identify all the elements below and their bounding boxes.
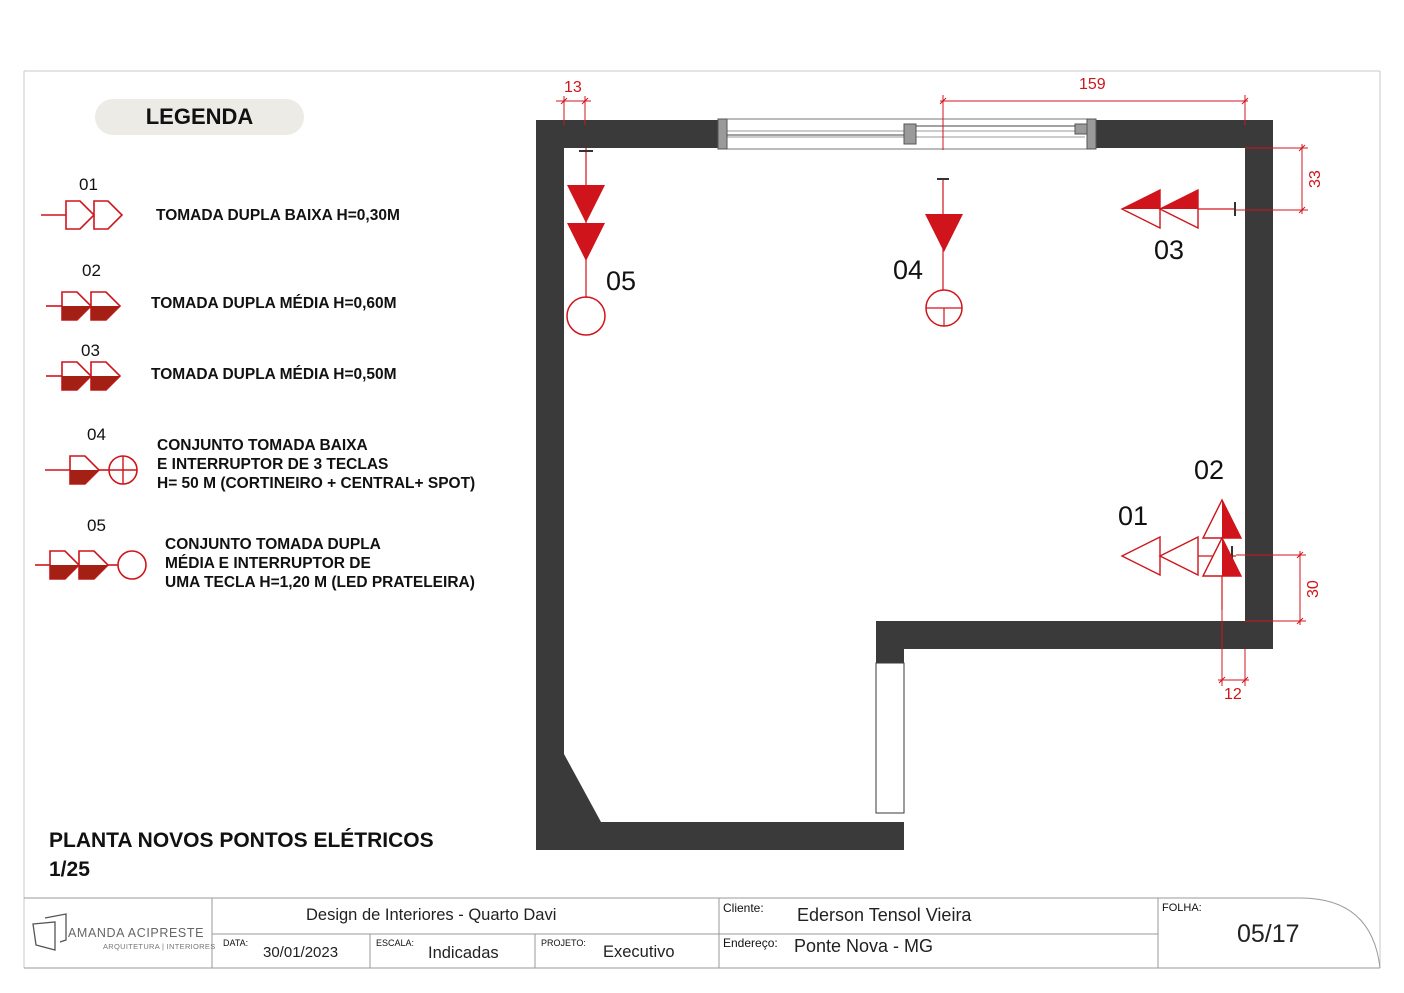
projeto-value: Executivo <box>603 943 675 961</box>
legend-symbol-05 <box>35 551 146 579</box>
dimension-top-left: 13 <box>564 79 582 96</box>
dimension-right-top: 33 <box>1307 170 1324 188</box>
data-value: 30/01/2023 <box>263 944 339 961</box>
legend-item-02-text: TOMADA DUPLA MÉDIA H=0,60M <box>151 295 397 312</box>
point-02-symbol <box>1203 500 1241 610</box>
point-02-label: 02 <box>1194 455 1225 485</box>
dimension-top-right: 159 <box>1079 76 1106 93</box>
legend-item-03-num: 03 <box>81 341 100 360</box>
folha-value: 05/17 <box>1237 920 1300 948</box>
projeto-label: PROJETO: <box>541 938 586 948</box>
point-05-label: 05 <box>606 266 637 296</box>
plan-title: PLANTA NOVOS PONTOS ELÉTRICOS 1/25 <box>49 829 434 881</box>
legend-symbol-04 <box>45 456 137 484</box>
point-04-symbol <box>925 178 963 326</box>
cliente-value: Ederson Tensol Vieira <box>797 905 972 925</box>
escala-label: ESCALA: <box>376 938 415 948</box>
legend-title: LEGENDA <box>95 99 304 135</box>
logo-mark <box>33 914 66 950</box>
legend-symbol-02 <box>46 292 120 320</box>
legend-item-02-num: 02 <box>82 261 101 280</box>
endereco-label: Endereço: <box>723 936 778 950</box>
logo-subtitle: ARQUITETURA | INTERIORES <box>103 942 216 951</box>
endereco-value: Ponte Nova - MG <box>794 936 934 956</box>
legend-item-01-num: 01 <box>79 175 98 194</box>
folha-label: FOLHA: <box>1162 902 1202 914</box>
cliente-label: Cliente: <box>723 901 764 915</box>
data-label: DATA: <box>223 938 249 948</box>
point-03-symbol <box>1122 190 1236 228</box>
dimension-lines <box>556 95 1308 686</box>
window <box>718 119 1096 149</box>
legend-symbol-03 <box>46 362 120 390</box>
legend-symbol-01 <box>41 201 122 229</box>
point-01-label: 01 <box>1118 501 1149 531</box>
legend-item-04-num: 04 <box>87 425 106 444</box>
legend-item-04-text: CONJUNTO TOMADA BAIXA E INTERRUPTOR DE 3 TECLAS H= 50 M (CORTINEIRO + CENTRAL+ SPOT) <box>157 437 476 492</box>
point-04-label: 04 <box>893 255 924 285</box>
point-05-symbol <box>567 148 605 335</box>
dimension-bottom-right: 12 <box>1224 686 1242 703</box>
legend-item-01-text: TOMADA DUPLA BAIXA H=0,30M <box>156 207 400 224</box>
escala-value: Indicadas <box>428 944 499 962</box>
project-name: Design de Interiores - Quarto Davi <box>306 906 557 924</box>
legend-item-05-num: 05 <box>87 516 106 535</box>
wall-opening <box>876 663 904 813</box>
legend-item-05-text: CONJUNTO TOMADA DUPLA MÉDIA E INTERRUPTOR DE UMA TECLA H=1,20 M (LED PRATELEIRA) <box>165 536 475 591</box>
dimension-right-bottom: 30 <box>1305 580 1322 598</box>
legend-item-03-text: TOMADA DUPLA MÉDIA H=0,50M <box>151 366 397 383</box>
logo-name: AMANDA ACIPRESTE <box>68 926 205 940</box>
point-03-label: 03 <box>1154 235 1185 265</box>
